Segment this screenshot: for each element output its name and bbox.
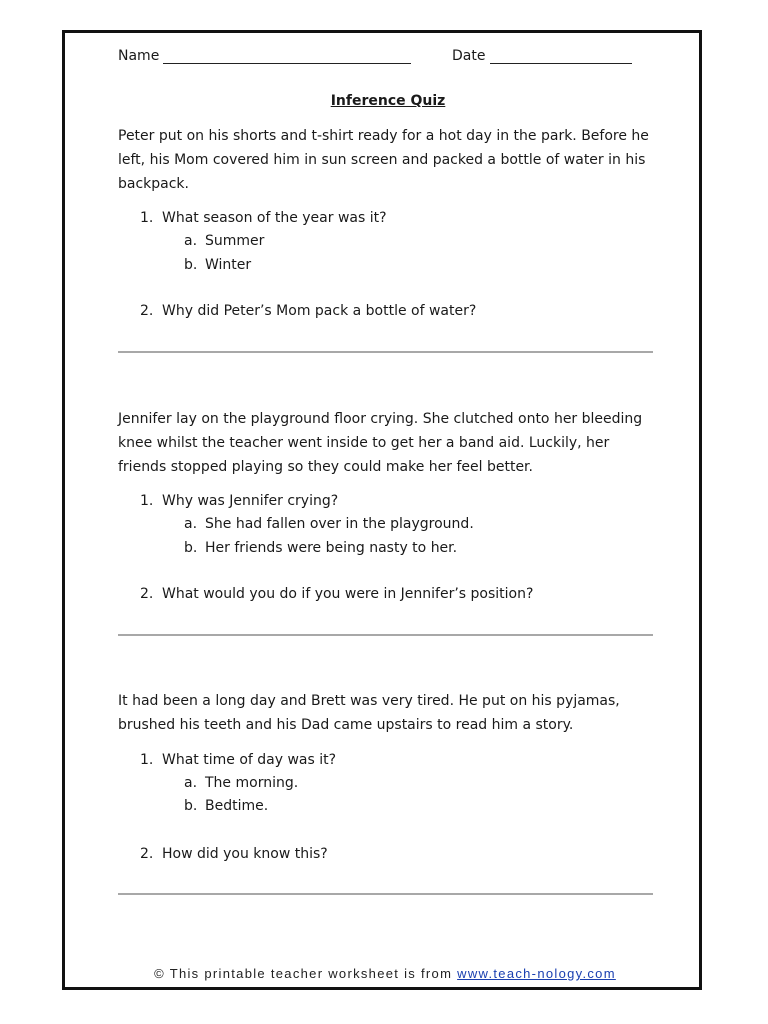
name-date-header — [118, 48, 658, 68]
question-1 — [140, 208, 387, 228]
question-number: 1. — [140, 210, 154, 226]
question-number: 1. — [140, 493, 154, 509]
date-field[interactable] — [490, 63, 632, 64]
option-a[interactable] — [184, 231, 264, 251]
question-1 — [140, 491, 338, 511]
name-label: Name — [118, 48, 160, 64]
question-text: What season of the year was it? — [162, 210, 387, 226]
worksheet-page — [62, 30, 702, 990]
passage-text: It had been a long day and Brett was very tired. He put on his pyjamas, brushed his teeth and his Dad came upstairs to read him a story. — [118, 693, 620, 733]
passage-section-1 — [118, 124, 658, 319]
question-2 — [140, 584, 533, 604]
option-letter: b. — [184, 540, 198, 556]
question-text: What time of day was it? — [162, 752, 337, 768]
question-text: Why did Peter’s Mom pack a bottle of water? — [162, 303, 477, 319]
option-text: Her friends were being nasty to her. — [205, 540, 458, 556]
question-text: How did you know this? — [162, 846, 328, 862]
answer-line[interactable] — [118, 351, 653, 353]
answer-line[interactable] — [118, 893, 653, 895]
name-field[interactable] — [163, 63, 411, 64]
question-2 — [140, 301, 476, 321]
question-number: 2. — [140, 846, 154, 862]
option-b[interactable] — [184, 796, 268, 816]
option-text: She had fallen over in the playground. — [205, 516, 474, 532]
question-number: 2. — [140, 586, 154, 602]
option-b[interactable] — [184, 538, 457, 558]
option-a[interactable] — [184, 773, 298, 793]
option-text: Summer — [205, 233, 265, 249]
option-letter: a. — [184, 516, 198, 532]
question-1 — [140, 750, 336, 770]
question-text: What would you do if you were in Jennifer’s position? — [162, 586, 534, 602]
option-b[interactable] — [184, 255, 251, 275]
option-text: Bedtime. — [205, 798, 269, 814]
passage-text: Peter put on his shorts and t-shirt ready for a hot day in the park. Before he left, his Mom covered him in sun screen and packed a bottle of water in his backpack. — [118, 128, 649, 192]
option-text: The morning. — [205, 775, 299, 791]
option-a[interactable] — [184, 514, 474, 534]
footer-link[interactable]: www.teach-nology.com — [457, 966, 616, 981]
passage-text: Jennifer lay on the playground floor crying. She clutched onto her bleeding knee whilst the teacher went inside to get her a band aid. Luckily, her friends stopped playing so they could make her feel better. — [118, 411, 643, 475]
option-letter: a. — [184, 233, 198, 249]
footer-text: © This printable teacher worksheet is from — [154, 966, 453, 981]
passage-section-2 — [118, 407, 658, 602]
question-text: Why was Jennifer crying? — [162, 493, 339, 509]
question-number: 2. — [140, 303, 154, 319]
answer-line[interactable] — [118, 634, 653, 636]
passage-section-3 — [118, 689, 658, 862]
page-title: Inference Quiz — [330, 93, 446, 109]
option-text: Winter — [205, 257, 252, 273]
question-number: 1. — [140, 752, 154, 768]
date-label: Date — [452, 48, 486, 64]
option-letter: b. — [184, 257, 198, 273]
footer-credit — [65, 966, 705, 981]
question-2 — [140, 844, 328, 864]
option-letter: a. — [184, 775, 198, 791]
option-letter: b. — [184, 798, 198, 814]
